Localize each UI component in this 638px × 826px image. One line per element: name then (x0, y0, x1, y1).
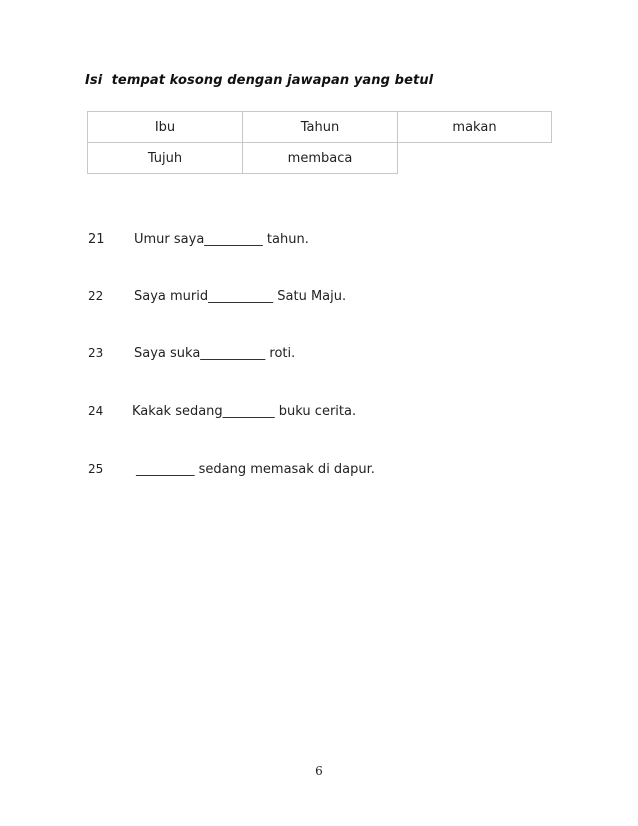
page-number: 6 (315, 764, 323, 778)
question-number: 25 (88, 462, 104, 476)
word-bank-empty-cell (398, 143, 552, 174)
question-text: Saya murid__________ Satu Maju. (134, 289, 347, 304)
word-bank-cell: Tujuh (88, 143, 243, 174)
word-bank-cell: membaca (243, 143, 398, 174)
question-23 (88, 346, 568, 366)
question-text: Umur saya_________ tahun. (134, 232, 309, 247)
word-bank-cell: Tahun (243, 112, 398, 143)
question-text: Saya suka__________ roti. (134, 346, 296, 361)
question-number: 23 (88, 346, 104, 360)
question-text: _________ sedang memasak di dapur. (136, 462, 375, 477)
question-number: 24 (88, 404, 104, 418)
word-bank-cell: Ibu (88, 112, 243, 143)
word-bank-row (88, 143, 552, 174)
word-bank-row (88, 112, 552, 143)
word-bank-cell: makan (398, 112, 552, 143)
question-22 (88, 289, 568, 309)
question-text: Kakak sedang________ buku cerita. (132, 404, 357, 419)
question-number: 21 (88, 232, 105, 247)
question-24 (88, 404, 568, 424)
question-21 (88, 232, 568, 252)
question-number: 22 (88, 289, 104, 303)
question-25 (88, 462, 568, 482)
word-bank-table (87, 111, 552, 174)
instruction-heading: Isi tempat kosong dengan jawapan yang betul (85, 73, 434, 88)
